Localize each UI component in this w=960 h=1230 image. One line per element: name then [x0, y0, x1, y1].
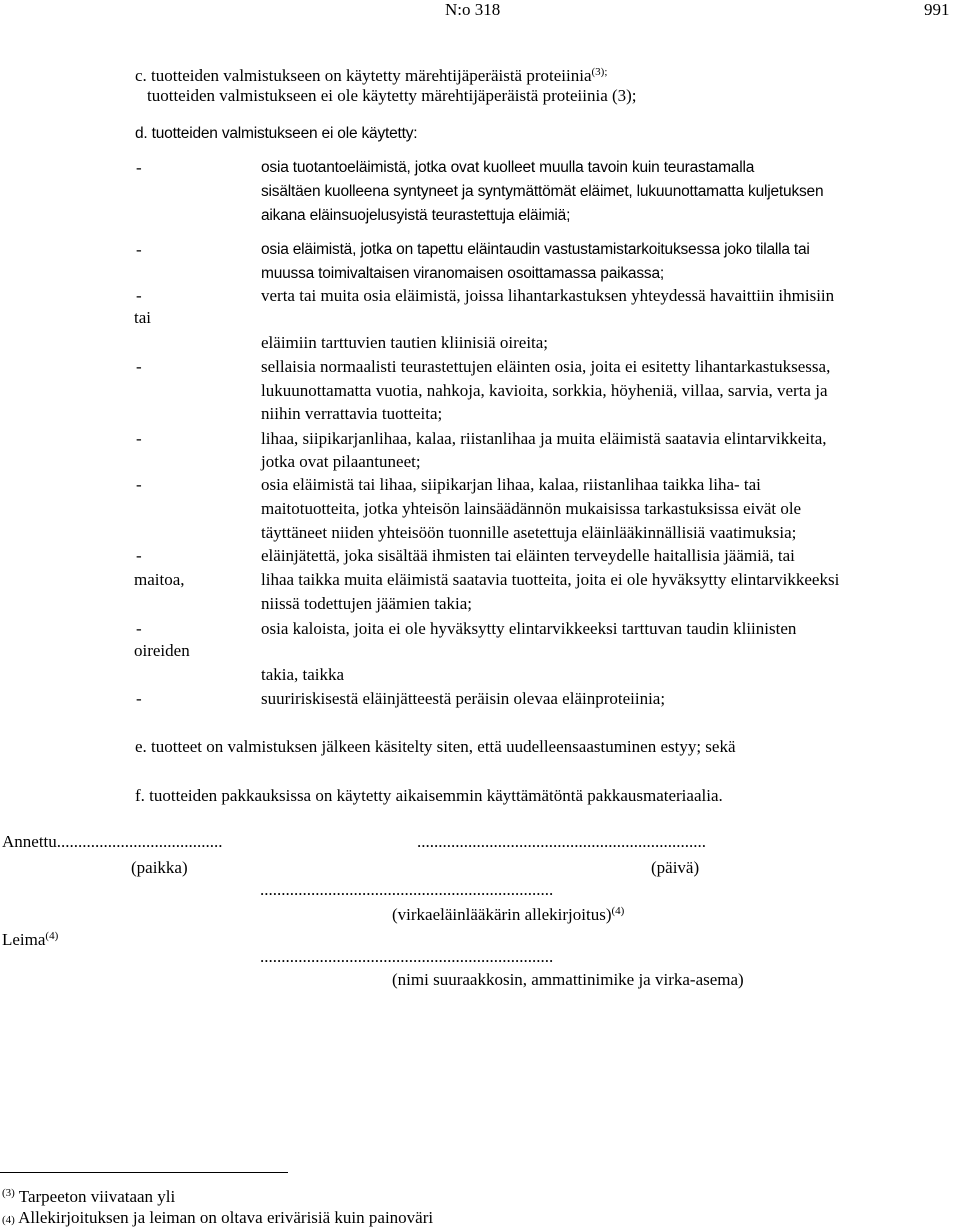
- bullet-dash: -: [136, 357, 142, 376]
- vet-signature-text: (virkaeläinlääkärin allekirjoitus): [392, 905, 612, 924]
- issue-number: N:o 318: [445, 0, 501, 19]
- bullet-7-line-1: eläinjätettä, joka sisältää ihmisten tai eläinten terveydelle haitallisia jäämiä, tai: [261, 546, 795, 565]
- name-dots: .....................................................................: [260, 947, 554, 966]
- signature-dots: .....................................................................: [260, 880, 554, 899]
- item-c-line-1: [135, 66, 607, 86]
- bullet-dash: -: [136, 240, 142, 259]
- bullet-dash: -: [136, 546, 142, 565]
- item-e: e. tuotteet on valmistuksen jälkeen käsitelty siten, että uudelleensaastuminen estyy; sekä: [135, 737, 736, 756]
- bullet-6-line-3: täyttäneet niiden yhteisöön tuonnille asetettuja eläinlääkinnällisiä vaatimuksia;: [261, 523, 797, 542]
- bullet-7-line-3: niissä todettujen jäämien takia;: [261, 594, 473, 613]
- bullet-2-line-2: muussa toimivaltaisen viranomaisen osoittamassa paikassa;: [261, 265, 664, 282]
- vet-signature-label: [392, 905, 624, 925]
- bullet-8-line-1: osia kaloista, joita ei ole hyväksytty elintarvikkeeksi tarttuvan taudin kliinisten: [261, 619, 797, 638]
- bullet-4-line-1: sellaisia normaalisti teurastettujen eläinten osia, joita ei esitetty lihantarkastuksessa,: [261, 357, 831, 376]
- bullet-1-line-3: aikana eläinsuojelusyistä teurastettuja eläimiä;: [261, 207, 571, 224]
- bullet-dash: -: [136, 475, 142, 494]
- bullet-1-line-2: sisältäen kuolleena syntyneet ja syntymättömät eläimet, lukuunottamatta kuljetuksen: [261, 183, 824, 200]
- stamp-footnote-ref: (4): [45, 930, 59, 942]
- item-c-footnote-ref: (3);: [591, 66, 608, 78]
- date-dots: ....................................................................: [417, 832, 706, 851]
- bullet-dash: -: [136, 619, 142, 638]
- footnote-3-mark: (3): [2, 1187, 15, 1199]
- place-label: (paikka): [131, 858, 188, 877]
- bullet-8-left-word: oireiden: [134, 641, 190, 660]
- vet-footnote-ref: (4): [611, 905, 625, 917]
- bullet-9-line-1: suuririskisestä eläinjätteestä peräisin olevaa eläinproteiinia;: [261, 689, 666, 708]
- bullet-3-line-1: verta tai muita osia eläimistä, joissa lihantarkastuksen yhteydessä havaittiin ihmisiin: [261, 286, 835, 305]
- bullet-3-line-2: eläimiin tarttuvien tautien kliinisiä oireita;: [261, 333, 549, 352]
- bullet-5-line-1: lihaa, siipikarjanlihaa, kalaa, riistanlihaa ja muita eläimistä saatavia elintarvikkeita,: [261, 429, 827, 448]
- bullet-5-line-2: jotka ovat pilaantuneet;: [261, 452, 421, 471]
- name-title-label: (nimi suuraakkosin, ammattinimike ja virka-asema): [392, 970, 744, 989]
- bullet-7-line-2: lihaa taikka muita eläimistä saatavia tuotteita, joita ei ole hyväksytty elintarvikkeeksi: [261, 570, 840, 589]
- bullet-4-line-2: lukuunottamatta vuotia, nahkoja, kavioita, sorkkia, höyheniä, villaa, sarvia, verta ja: [261, 381, 828, 400]
- item-d-intro: d. tuotteiden valmistukseen ei ole käytetty:: [135, 125, 418, 142]
- bullet-1-line-1: osia tuotantoeläimistä, jotka ovat kuolleet muulla tavoin kuin teurastamalla: [261, 159, 755, 176]
- bullet-7-left-word: maitoa,: [134, 570, 185, 589]
- item-c-line-2: tuotteiden valmistukseen ei ole käytetty märehtijäperäistä proteiinia (3);: [147, 86, 637, 105]
- date-label: (päivä): [651, 858, 700, 877]
- footnote-divider: [0, 1172, 288, 1173]
- annettu-line: Annettu.......................................: [2, 832, 223, 851]
- item-c-line-1-text: c. tuotteiden valmistukseen on käytetty märehtijäperäistä proteiinia: [135, 66, 592, 85]
- footnote-3: [2, 1187, 175, 1207]
- footnote-4-mark: (4): [2, 1214, 15, 1226]
- page-number: 991: [924, 0, 950, 19]
- item-f: f. tuotteiden pakkauksissa on käytetty aikaisemmin käyttämätöntä pakkausmateriaalia.: [135, 786, 723, 805]
- footnote-4-text: Allekirjoituksen ja leiman on oltava erivärisiä kuin painoväri: [18, 1208, 434, 1227]
- stamp-text: Leima: [2, 930, 46, 949]
- stamp-label: [2, 930, 58, 950]
- bullet-3-left-word: tai: [134, 308, 151, 327]
- footnote-3-text: Tarpeeton viivataan yli: [18, 1187, 176, 1206]
- bullet-dash: -: [136, 158, 142, 177]
- bullet-6-line-1: osia eläimistä tai lihaa, siipikarjan lihaa, kalaa, riistanlihaa taikka liha- tai: [261, 475, 761, 494]
- footnote-4: [2, 1208, 433, 1230]
- bullet-2-line-1: osia eläimistä, jotka on tapettu eläintaudin vastustamistarkoituksessa joko tilalla tai: [261, 241, 810, 258]
- bullet-dash: -: [136, 689, 142, 708]
- bullet-8-line-2: takia, taikka: [261, 665, 345, 684]
- bullet-dash: -: [136, 286, 142, 305]
- bullet-6-line-2: maitotuotteita, jotka yhteisön lainsäädännön mukaisissa tarkastuksissa eivät ole: [261, 499, 802, 518]
- bullet-4-line-3: niihin verrattavia tuotteita;: [261, 404, 443, 423]
- bullet-dash: -: [136, 429, 142, 448]
